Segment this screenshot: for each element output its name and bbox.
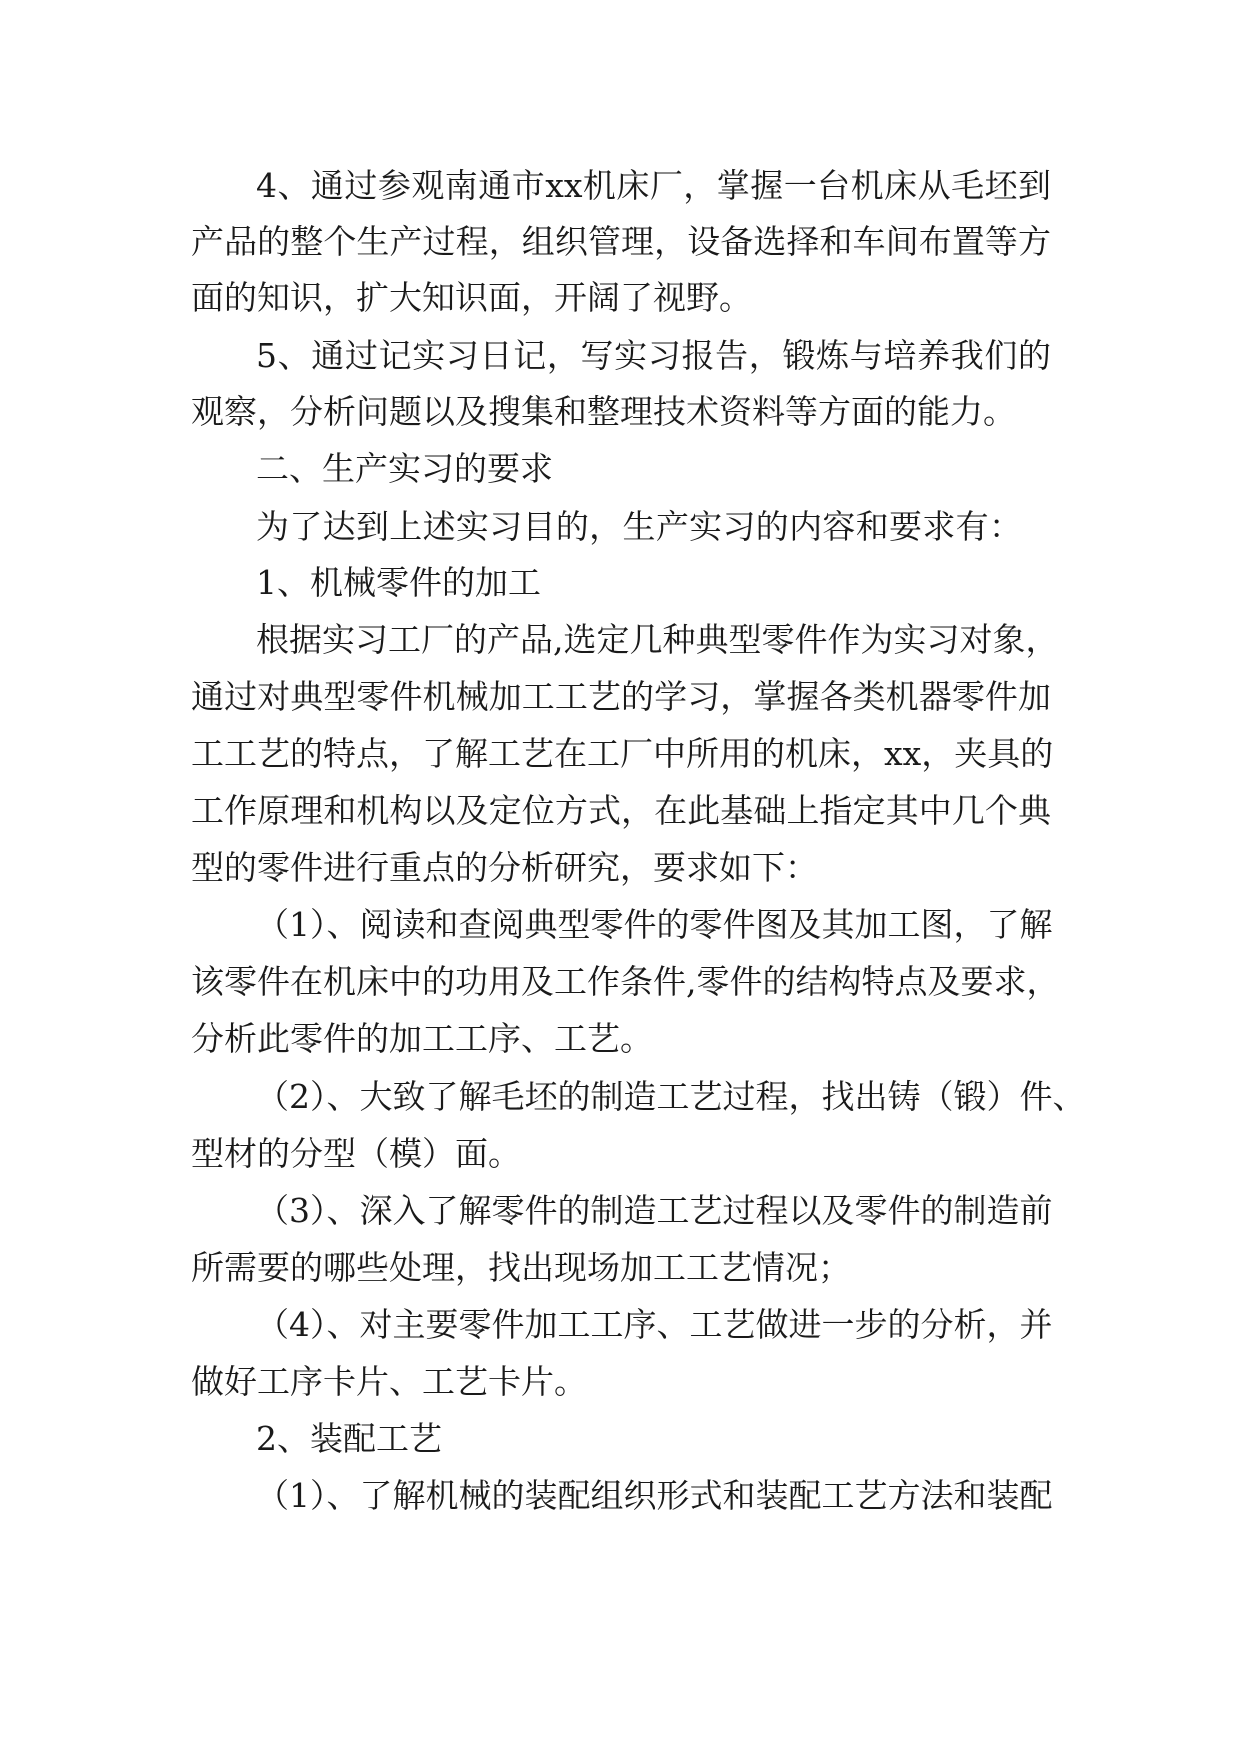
paragraph-line: （2）、大致了解毛坯的制造工艺过程，找出铸（锻）件、	[256, 1077, 1086, 1116]
paragraph-line: 4、通过参观南通市xx机床厂，掌握一台机床从毛坯到	[256, 166, 1051, 205]
paragraph-line: 做好工序卡片、工艺卡片。	[191, 1362, 587, 1401]
paragraph-line: 面的知识，扩大知识面，开阔了视野。	[191, 278, 752, 317]
paragraph-line: 型的零件进行重点的分析研究，要求如下：	[191, 848, 818, 887]
paragraph-line: 根据实习工厂的产品,选定几种典型零件作为实习对象，	[256, 620, 1059, 659]
paragraph-line: （1）、阅读和查阅典型零件的零件图及其加工图，了解	[256, 905, 1053, 944]
paragraph-line: 产品的整个生产过程，组织管理，设备选择和车间布置等方	[191, 222, 1051, 261]
paragraph-line: （4）、对主要零件加工工序、工艺做进一步的分析，并	[256, 1305, 1053, 1344]
paragraph-line: 通过对典型零件机械加工工艺的学习，掌握各类机器零件加	[191, 677, 1051, 716]
section-heading: 二、生产实习的要求	[256, 449, 553, 488]
paragraph-line: 观察，分析问题以及搜集和整理技术资料等方面的能力。	[191, 392, 1016, 431]
subsection-heading: 2、装配工艺	[256, 1419, 442, 1458]
paragraph-line: 工工艺的特点，了解工艺在工厂中所用的机床，xx，夹具的	[191, 734, 1054, 773]
paragraph-line: 型材的分型（模）面。	[191, 1134, 521, 1173]
paragraph-line: 所需要的哪些处理，找出现场加工工艺情况；	[191, 1248, 851, 1287]
paragraph-line: 分析此零件的加工工序、工艺。	[191, 1019, 653, 1058]
paragraph-line: 工作原理和机构以及定位方式，在此基础上指定其中几个典	[191, 791, 1051, 830]
paragraph-line: 5、通过记实习日记，写实习报告，锻炼与培养我们的	[256, 336, 1051, 375]
paragraph-line: 该零件在机床中的功用及工作条件,零件的结构特点及要求，	[191, 962, 1060, 1001]
subsection-heading: 1、机械零件的加工	[256, 563, 541, 602]
paragraph-line: （3）、深入了解零件的制造工艺过程以及零件的制造前	[256, 1191, 1053, 1230]
paragraph-line: （1）、了解机械的装配组织形式和装配工艺方法和装配	[256, 1476, 1053, 1515]
paragraph-line: 为了达到上述实习目的，生产实习的内容和要求有：	[256, 507, 1022, 546]
